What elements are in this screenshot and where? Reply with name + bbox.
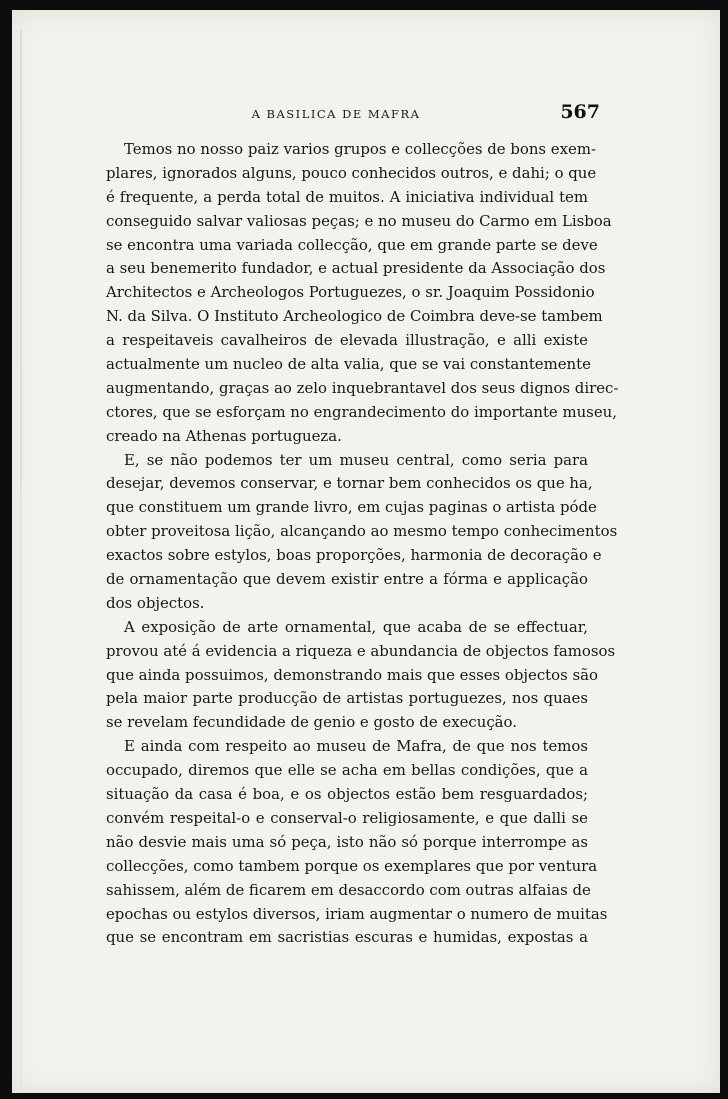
page-number: 567: [560, 101, 600, 123]
text-line: obter proveitosa lição, alcançando ao mesmo tempo conhecimentos: [106, 522, 618, 541]
text-line: exactos sobre estylos, boas proporções, harmonia de decoração e: [106, 546, 602, 565]
text-line: que constituem um grande livro, em cujas paginas o artista póde: [106, 498, 597, 517]
text-line: é frequente, a perda total de muitos. A iniciativa individual tem: [106, 187, 588, 206]
page-header: [72, 103, 600, 131]
paragraph: [106, 138, 619, 449]
text-line: N. da Silva. O Instituto Archeologico de Coimbra deve-se tambem: [106, 307, 603, 326]
text-line: E, se não podemos ter um museu central, como seria para: [124, 450, 588, 469]
paragraph: [106, 735, 608, 950]
text-line: que ainda possuimos, demonstrando mais que esses objectos são: [106, 665, 598, 684]
text-line: A exposição de arte ornamental, que acaba de se effectuar,: [124, 617, 588, 636]
text-line: E ainda com respeito ao museu de Mafra, de que nos temos: [124, 737, 588, 756]
body-text: [106, 138, 619, 950]
text-line: Architectos e Archeologos Portuguezes, o sr. Joaquim Possidonio: [106, 283, 595, 302]
text-line: actualmente um nucleo de alta valia, que se vai constantemente: [106, 355, 591, 374]
text-line: Temos no nosso paiz varios grupos e collecções de bons exem-: [124, 140, 596, 158]
paragraph: [106, 616, 616, 735]
book-page: [12, 10, 720, 1093]
text-line: pela maior parte producção de artistas portuguezes, nos quaes: [106, 689, 588, 708]
running-title: A BASILICA DE MAFRA: [251, 107, 421, 121]
text-line: provou até á evidencia a riqueza e abundancia de objectos famosos: [106, 641, 616, 660]
text-line: sahissem, além de ficarem em desaccordo com outras alfaias de: [106, 880, 591, 899]
text-line: desejar, devemos conservar, e tornar bem conhecidos os que ha,: [106, 474, 593, 493]
text-line: que se encontram em sacristias escuras e humidas, expostas a: [106, 928, 588, 947]
text-line: collecções, como tambem porque os exemplares que por ventura: [106, 856, 598, 875]
text-line: se revelam fecundidade de genio e gosto de execução.: [106, 713, 517, 732]
text-line: conseguido salvar valiosas peças; e no museu do Carmo em Lisboa: [106, 211, 612, 230]
text-line: plares, ignorados alguns, pouco conhecidos outros, e dahi; o que: [106, 163, 597, 182]
text-line: a seu benemerito fundador, e actual presidente da Associação dos: [106, 259, 606, 278]
text-line: ctores, que se esforçam no engrandecimento do importante museu,: [106, 402, 617, 421]
text-line: augmentando, graças ao zelo inquebrantavel dos seus dignos direc-: [106, 378, 619, 397]
text-line: occupado, diremos que elle se acha em bellas condições, que a: [106, 761, 588, 780]
text-line: epochas ou estylos diversos, iriam augmentar o numero de muitas: [106, 904, 608, 923]
text-line: a respeitaveis cavalheiros de elevada illustração, e alli existe: [106, 331, 588, 350]
paragraph: [106, 449, 618, 616]
text-line: não desvie mais uma só peça, isto não só porque interrompe as: [106, 832, 588, 851]
page-edge-shadow: [20, 30, 22, 1090]
text-line: convém respeital-o e conserval-o religiosamente, e que dalli se: [106, 808, 588, 827]
text-line: se encontra uma variada collecção, que em grande parte se deve: [106, 235, 598, 254]
text-line: de ornamentação que devem existir entre a fórma e applicação: [106, 570, 588, 589]
text-line: situação da casa é boa, e os objectos estão bem resguardados;: [106, 785, 588, 804]
text-line: creado na Athenas portugueza.: [106, 426, 342, 445]
text-line: dos objectos.: [106, 593, 205, 612]
